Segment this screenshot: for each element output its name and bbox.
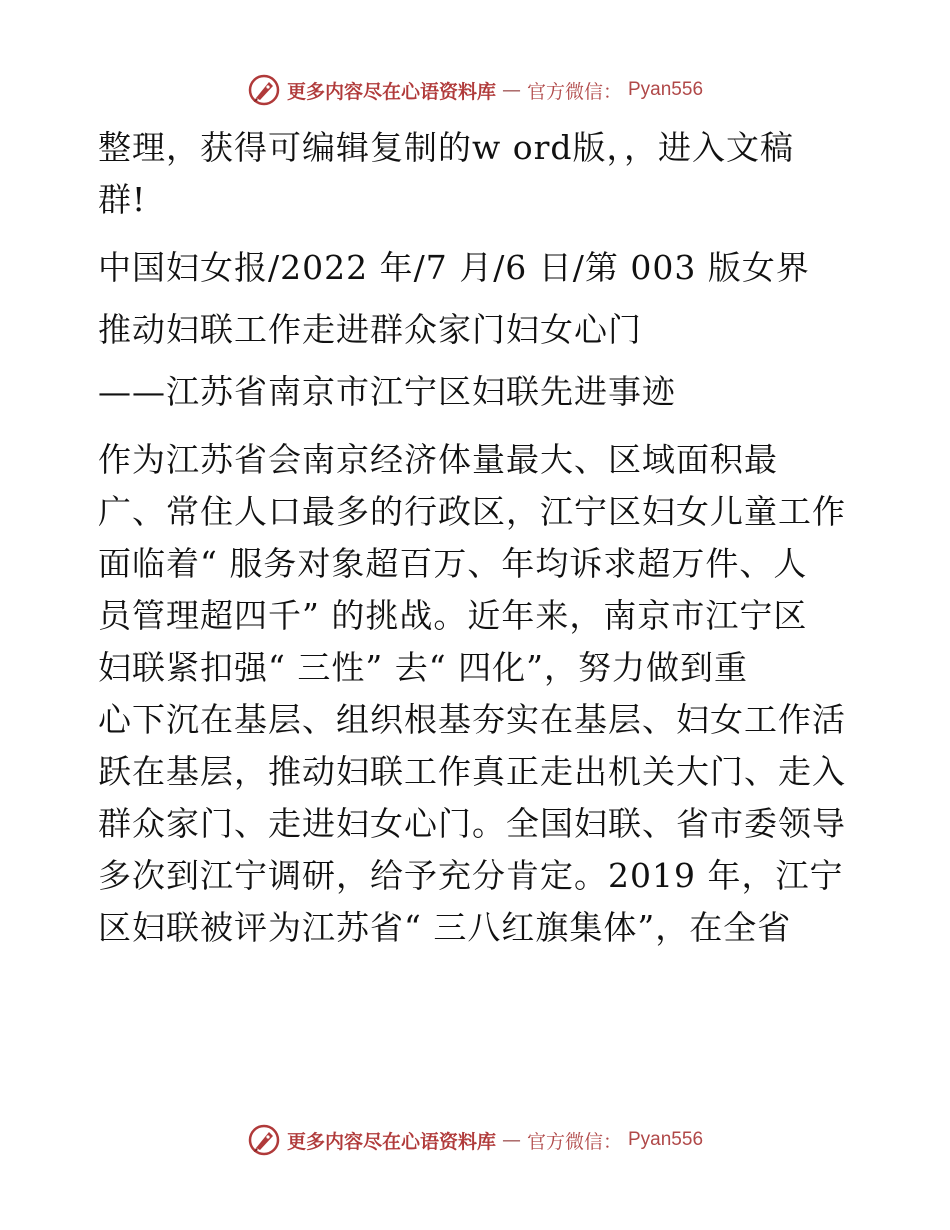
article-subtitle: ——江苏省南京市江宁区妇联先进事迹 bbox=[98, 372, 676, 411]
body-line-6: 心下沉在基层、组织根基夯实在基层、妇女工作活 bbox=[98, 700, 846, 739]
banner-main-text: 更多内容尽在心语资料库 bbox=[286, 1130, 496, 1153]
article-title: 推动妇联工作走进群众家门妇女心门 bbox=[98, 310, 642, 349]
banner-separator: — bbox=[501, 1129, 521, 1151]
banner-separator: — bbox=[501, 79, 521, 101]
body-line-2: 广、常住人口最多的行政区，江宁区妇女儿童工作 bbox=[98, 492, 846, 531]
source-line: 中国妇女报/2022 年/7 月/6 日/第 003 版女界 bbox=[98, 248, 810, 287]
body-line-8: 群众家门、走进妇女心门。全国妇联、省市委领导 bbox=[98, 804, 846, 843]
banner-wechat-id: Pyan556 bbox=[628, 1129, 704, 1150]
document-body bbox=[98, 122, 858, 954]
pen-nib-logo-icon bbox=[247, 73, 281, 107]
body-line-9: 多次到江宁调研，给予充分肯定。2019 年，江宁 bbox=[98, 856, 844, 895]
pen-nib-logo-icon bbox=[247, 1123, 281, 1157]
banner-wechat-id: Pyan556 bbox=[628, 79, 704, 100]
banner-sub-text: 官方微信： bbox=[526, 80, 622, 103]
intro-line-1: 整理，获得可编辑复制的w ord版，，进入文稿 bbox=[98, 128, 795, 167]
body-line-4: 员管理超四千” 的挑战。近年来，南京市江宁区 bbox=[98, 596, 808, 635]
footer-banner bbox=[0, 1120, 950, 1160]
body-line-7: 跃在基层，推动妇联工作真正走出机关大门、走入 bbox=[98, 752, 846, 791]
banner-sub-text: 官方微信： bbox=[526, 1130, 622, 1153]
banner-main-text: 更多内容尽在心语资料库 bbox=[286, 80, 496, 103]
body-line-1: 作为江苏省会南京经济体量最大、区域面积最 bbox=[98, 440, 778, 479]
body-line-3: 面临着“ 服务对象超百万、年均诉求超万件、人 bbox=[98, 544, 808, 583]
intro-line-2: 群! bbox=[98, 180, 147, 219]
header-banner bbox=[0, 70, 950, 110]
body-line-10: 区妇联被评为江苏省“ 三八红旗集体”，在全省 bbox=[98, 908, 792, 947]
body-line-5: 妇联紧扣强“ 三性” 去“ 四化”，努力做到重 bbox=[98, 648, 748, 687]
